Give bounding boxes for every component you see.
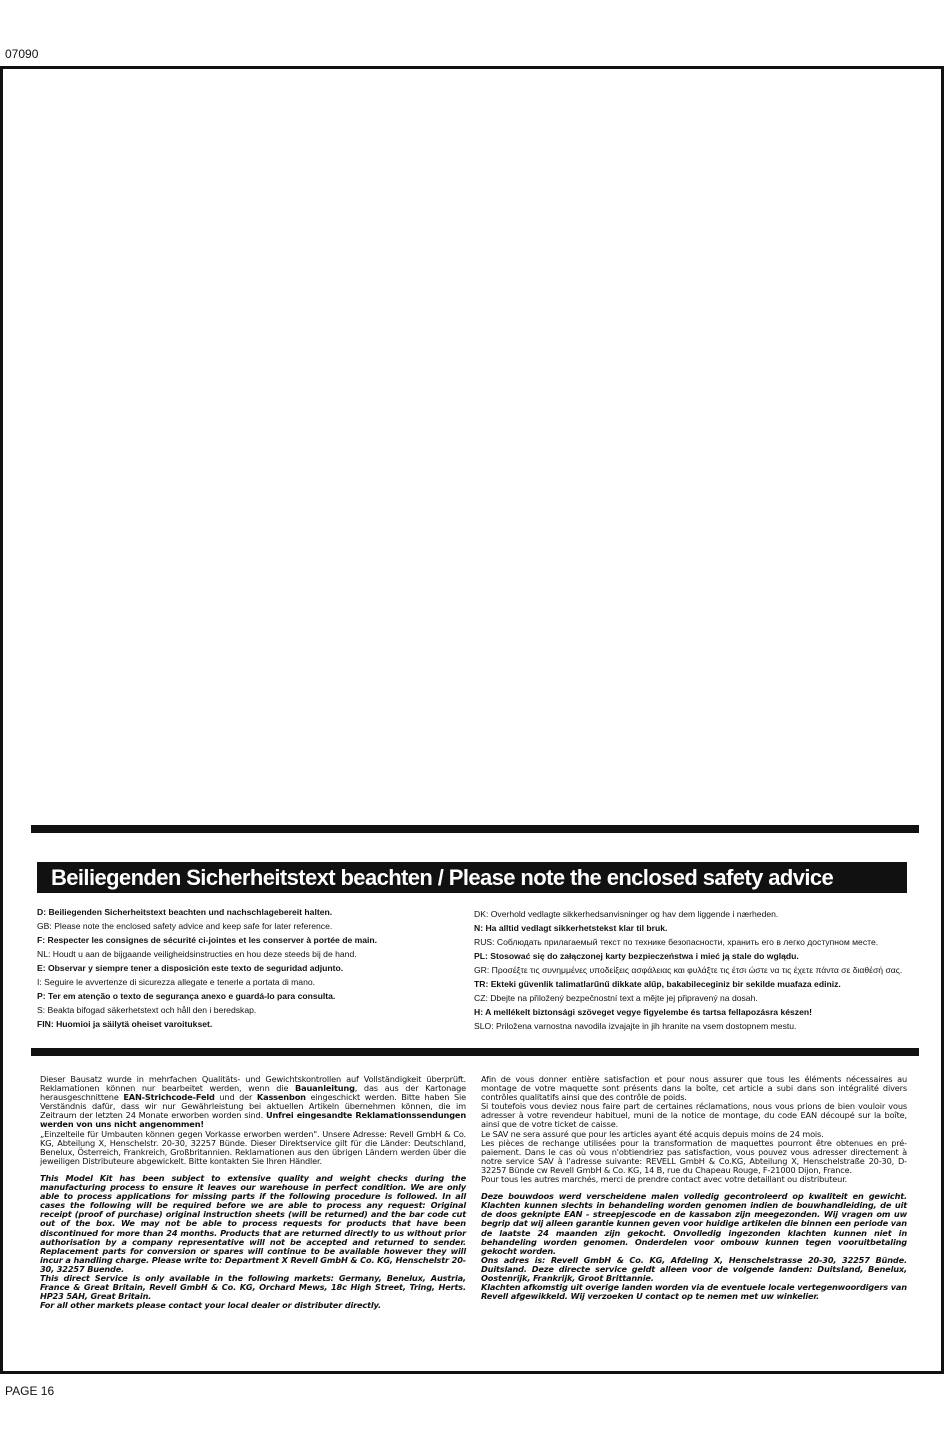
safety-note-dk: DK: Overhold vedlagte sikkerhedsanvisninger og hav dem liggende i nærheden. bbox=[474, 909, 779, 919]
divider-top bbox=[31, 825, 919, 833]
warranty-fr-contact: Pour tous les autres marchés, merci de prendre contact avec votre detaillant ou distributeur. bbox=[481, 1174, 848, 1185]
text-run: Unfrei eingesandte Reklamationssendungen werden von uns nicht angenommen! bbox=[40, 1110, 466, 1130]
warranty-column-right bbox=[481, 1075, 907, 1301]
warranty-fr-address: Les pièces de rechange utilisées pour la transformation de maquettes pourront être obtenues en pré-paiement. Dans le cas où vous n'obtiendriez pas satisfaction, vous pouvez vous adresser directement à notre service SAV à l'adresse suivante: REVELL GmbH & Co.KG, Abteilung X, Henschelstraße 20-30, D-32257 Bünde cw Revell GmbH & Co. KG, 14 B, rue du Chapeau Rouge, F-21000 Dijon, France. bbox=[481, 1137, 907, 1175]
safety-note-it: I: Seguire le avvertenze di sicurezza allegate e tenerle a portata di mano. bbox=[37, 977, 316, 987]
warranty-column-left bbox=[40, 1075, 466, 1310]
warranty-fr-intro: Afin de vous donner entière satisfaction et pour nous assurer que tous les éléments nécessaires au montage de votre maquette sont présents dans la boîte, cet article a subi dans son intégralité divers contrôles qualitatifs ainsi que des contrôle de poids. bbox=[481, 1074, 907, 1103]
safety-note-slo: SLO: Priložena varnostna navodila izvajajte in jih hranite na vsem dostopnem mestu. bbox=[474, 1021, 797, 1031]
text-run: Dieser Bausatz wurde in mehrfachen Qualitäts- und Gewichtskontrollen auf Vollständigkeit überprüft. Reklamationen können nur bearbeitet werden, wenn die bbox=[40, 1074, 466, 1094]
safety-note-de: D: Beiliegenden Sicherheitstext beachten und nachschlagebereit halten. bbox=[37, 907, 333, 917]
warranty-fr-period: Le SAV ne sera assuré que pour les articles ayant été acquis depuis moins de 24 mois. bbox=[481, 1128, 824, 1139]
safety-note-fr: F: Respecter les consignes de sécurité ci-jointes et les conserver à portée de main. bbox=[37, 935, 378, 945]
safety-note-hu: H: A mellékelt biztonsági szöveget vegye figyelembe és tartsa fellapozásra készen! bbox=[474, 1007, 812, 1017]
warranty-nl-contact: Klachten afkomstig uit overige landen worden via de eventuele locale vertegenwoordigers van Revell afgewikkeld. Wij verzoeken U contact op te nemen met uw winkelier. bbox=[481, 1282, 907, 1302]
warranty-gb-service: This direct Service is only available in the following markets: Germany, Benelux, Austria, France & Great Britain, Revell GmbH & Co. KG, Orchard Mews, 18c High Street, Tring, Herts. HP23 5AH, Great Britain. bbox=[40, 1272, 466, 1302]
safety-note-ru: RUS: Соблюдать прилагаемый текст по технике безопасности, хранить его в легко доступном месте. bbox=[474, 937, 879, 947]
text-run: und der bbox=[214, 1092, 257, 1103]
safety-note-fin: FIN: Huomioi ja säilytä oheiset varoitukset. bbox=[37, 1019, 213, 1029]
safety-note-pt: P: Ter em atenção o texto de segurança anexo e guardá-lo para consulta. bbox=[37, 991, 336, 1001]
warranty-gb-intro: This Model Kit has been subject to extensive quality and weight checks during the manufacturing process to ensure it leaves our warehouse in perfect condition. We are only able to process applications for missing parts if the following procedure is followed. In all cases the following will be required before we are able to process any request: Original receipt (proof of purchase) original instruction sheets (will be returned) and the bar code cut out of the box. We may not be able to process requests for products that have been discontinued for more than 24 months. Products that are returned directly to us without prior authorisation by a company representative will not be accepted and returned to sender. Replacement parts for conversion or spares will continue to be available however they will incur a handling charge. Please write to: Department X Revell GmbH & Co. KG, Henschelstr 20-30, 32257 Buende. bbox=[40, 1172, 466, 1274]
safety-note-nl: NL: Houdt u aan de bijgaande veiligheidsinstructies en hou deze steeds bij de hand. bbox=[37, 949, 357, 959]
warranty-de-address: „Einzelteile für Umbauten können gegen Vorkasse erworben werden". Unsere Adresse: Revell GmbH & Co. KG, Abteilung X, Henschelstr. 20-30, 32257 Bünde. Dieser Direktservice gilt für die Länder: Deutschland, Benelux, Österreich, Frankreich, Großbritannien. Reklamationen aus den übrigen Ländern werden über die jeweiligen Distributeure abgewickelt. Bitte kontakten Sie Ihren Händler. bbox=[40, 1128, 466, 1166]
safety-banner bbox=[37, 862, 907, 893]
divider-bottom bbox=[31, 1048, 919, 1056]
text-run: Kassenbon bbox=[256, 1092, 306, 1103]
safety-note-gr: GR: Προσέξτε τις συνημμένες υποδείξεις ασφάλειας και φυλάξτε τις έτσι ώστε να τις έχετε πάντα σε διαθέσή σας. bbox=[474, 965, 903, 975]
safety-note-cz: CZ: Dbejte na přiložený bezpečnostní text a mějte jej připravený na dosah. bbox=[474, 993, 758, 1003]
safety-note-no: N: Ha alltid vedlagt sikkerhetstekst klar til bruk. bbox=[474, 923, 668, 933]
text-run: Bauanleitung bbox=[295, 1083, 355, 1094]
warranty-nl-intro: Deze bouwdoos werd verscheidene malen volledig gecontroleerd op kwaliteit en gewicht. Klachten kunnen slechts in behandeling worden genomen indien de bouwhandleiding, de uit de doos geknipte EAN - streepjescode en de kassabon zijn meegezonden. Wij vragen om uw begrip dat wij alleen garantie kunnen geven voor huidige artikelen die binnen een periode van de laatste 24 maanden zijn gekocht. Onvolledig ingezonden klachten kunnen niet in behandeling worden genomen. Onderdelen voor ombouw kunnen tegen vooruitbetaling gekocht worden. bbox=[481, 1191, 907, 1256]
safety-note-pl: PL: Stosować się do załączonej karty bezpieczeństwa i mieć ją stale do wglądu. bbox=[474, 951, 799, 961]
page-number: PAGE 16 bbox=[5, 1384, 55, 1398]
safety-note-gb: GB: Please note the enclosed safety advice and keep safe for later reference. bbox=[37, 921, 333, 931]
document-number: 07090 bbox=[5, 47, 39, 61]
text-run: EAN-Strichcode-Feld bbox=[123, 1092, 215, 1103]
safety-notes-left bbox=[37, 905, 467, 1031]
warranty-nl-address: Ons adres is: Revell GmbH & Co. KG, Afdeling X, Henschelstrasse 20-30, 32257 Bünde. Duitsland. Deze directe service geldt alleen voor de volgende landen: Duitsland, Benelux, Oostenrijk, Frankrijk, Groot Brittannie. bbox=[481, 1254, 907, 1283]
safety-note-tr: TR: Ekteki güvenlik talimatlarűnű dikkate alűp, bakabileceginiz bir sekilde muafaza ediniz. bbox=[474, 979, 841, 989]
safety-note-es: E: Observar y siempre tener a disposición este texto de seguridad adjunto. bbox=[37, 963, 344, 973]
safety-notes-right bbox=[474, 907, 914, 1033]
safety-note-se: S: Beakta bifogad säkerhetstext och håll den i beredskap. bbox=[37, 1005, 257, 1015]
text-run: , das aus der Kartonage herausgeschnittene bbox=[40, 1083, 467, 1103]
warranty-de-intro bbox=[40, 1075, 466, 1130]
warranty-fr-claims: Si toutefois vous deviez nous faire part de certaines réclamations, nous vous prions de bien vouloir vous adresser à votre revendeur habituel, muni de la notice de montage, du code EAN découpé sur la boîte, ainsi que de votre ticket de caisse. bbox=[481, 1101, 907, 1130]
safety-banner-text: Beiliegenden Sicherheitstext beachten / Please note the enclosed safety advice bbox=[51, 865, 834, 890]
text-run: eingeschickt werden. Bitte haben Sie Verständnis dafür, dass wir nur Gewährleistung bei aktuellen Artikeln übernehmen können, die im Zeitraum der letzten 24 Monate erworben worden sind. bbox=[40, 1092, 467, 1121]
warranty-gb-contact: For all other markets please contact your local dealer or distributer directly. bbox=[40, 1300, 381, 1311]
